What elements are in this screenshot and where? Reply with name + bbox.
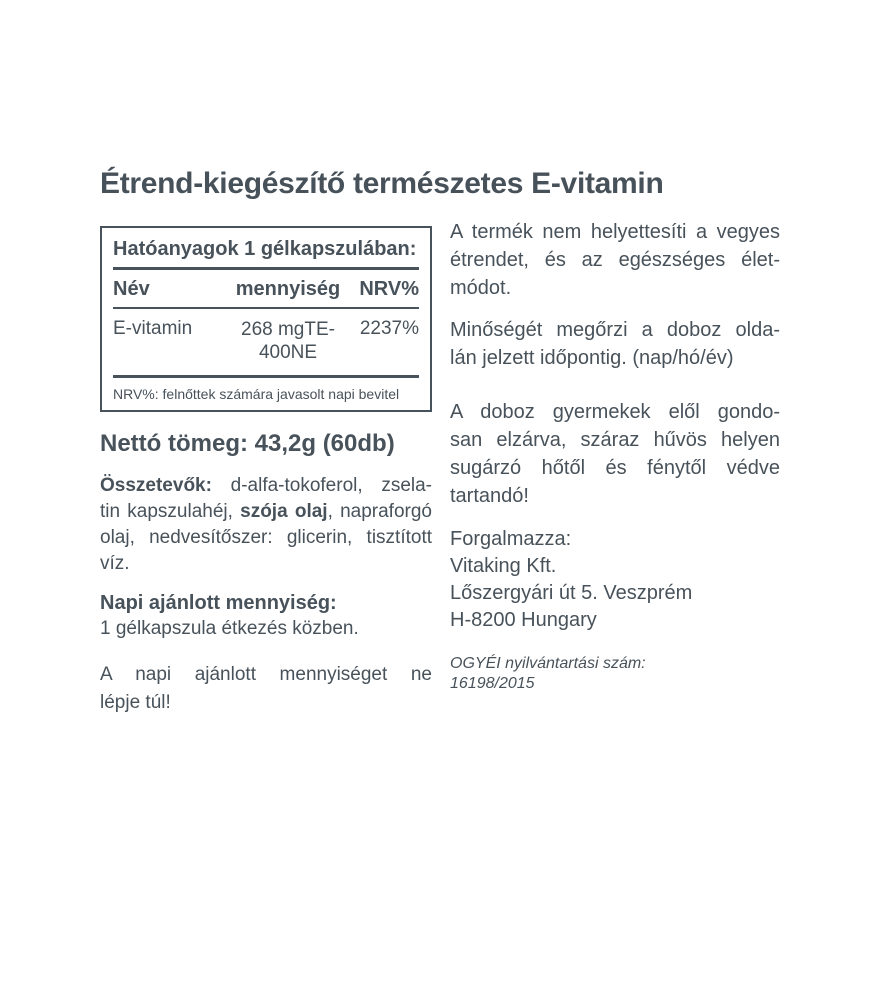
text-line: tin kapszulahéj, szója olaj, napraforgó — [100, 501, 432, 522]
ingredient-nrv: 2237% — [359, 318, 419, 339]
ingredients-paragraph — [100, 473, 432, 577]
distributor-block — [450, 526, 780, 634]
text-line: A napi ajánlott mennyiséget ne — [100, 664, 432, 685]
text-line: víz. — [100, 553, 130, 574]
text-line: sugárzó hőtől és fénytől védve — [450, 457, 780, 479]
text-line: étrendet, és az egészséges élet- — [450, 249, 780, 271]
column-header-nrv: NRV% — [359, 278, 419, 300]
column-header-name: Név — [113, 278, 150, 300]
table-caption: Hatóanyagok 1 gélkapszulában: — [113, 238, 417, 260]
net-weight: Nettó tömeg: 43,2g (60db) — [100, 430, 395, 457]
varied-diet-paragraph — [450, 218, 780, 302]
table-row — [113, 309, 419, 370]
registration-number-block — [450, 654, 780, 694]
text-line: A doboz gyermekek elől gondo- — [450, 401, 780, 423]
amount-line-2: 400NE — [258, 342, 318, 363]
right-column — [450, 218, 780, 694]
best-before-paragraph — [450, 316, 780, 372]
daily-dose-heading: Napi ajánlott mennyiség: — [100, 592, 337, 614]
text-line: Forgalmazza: — [450, 528, 572, 550]
dose-warning-paragraph — [100, 661, 432, 717]
amount-line-1: 268 mgTE- — [241, 319, 335, 340]
text-line: lán jelzett időpontig. (nap/hó/év) — [450, 347, 734, 369]
text-line: Vitaking Kft. — [450, 555, 557, 577]
text-line: H-8200 Hungary — [450, 609, 597, 631]
text-line: Minőségét megőrzi a doboz olda- — [450, 319, 780, 341]
column-header-amount: mennyiség — [235, 278, 341, 300]
supplement-facts-table — [100, 226, 432, 412]
text-line: 16198/2015 — [450, 675, 535, 692]
ingredient-name: E-vitamin — [113, 318, 193, 339]
text-line: Összetevők: d-alfa-tokoferol, zsela- — [100, 475, 432, 496]
ingredient-amount — [229, 318, 347, 364]
text-line: módot. — [450, 277, 512, 299]
text-line: tartandó! — [450, 485, 529, 507]
text-line: san elzárva, száraz hűvös helyen — [450, 429, 780, 451]
daily-dose-text: 1 gélkapszula étkezés közben. — [100, 618, 359, 639]
table-header-row — [113, 270, 419, 307]
text-line: Lőszergyári út 5. Veszprém — [450, 582, 693, 604]
divider-thick — [113, 375, 419, 378]
text-line: lépje túl! — [100, 692, 171, 713]
text-line: A termék nem helyettesíti a vegyes — [450, 221, 780, 243]
storage-warning-paragraph — [450, 398, 780, 510]
text-line: OGYÉI nyilvántartási szám: — [450, 655, 646, 672]
page-title: Étrend-kiegészítő természetes E-vitamin — [100, 167, 664, 200]
table-footnote: NRV%: felnőttek számára javasolt napi bevitel — [113, 386, 400, 402]
left-column — [100, 226, 432, 717]
text-line: olaj, nedvesítőszer: glicerin, tisztított — [100, 527, 432, 548]
